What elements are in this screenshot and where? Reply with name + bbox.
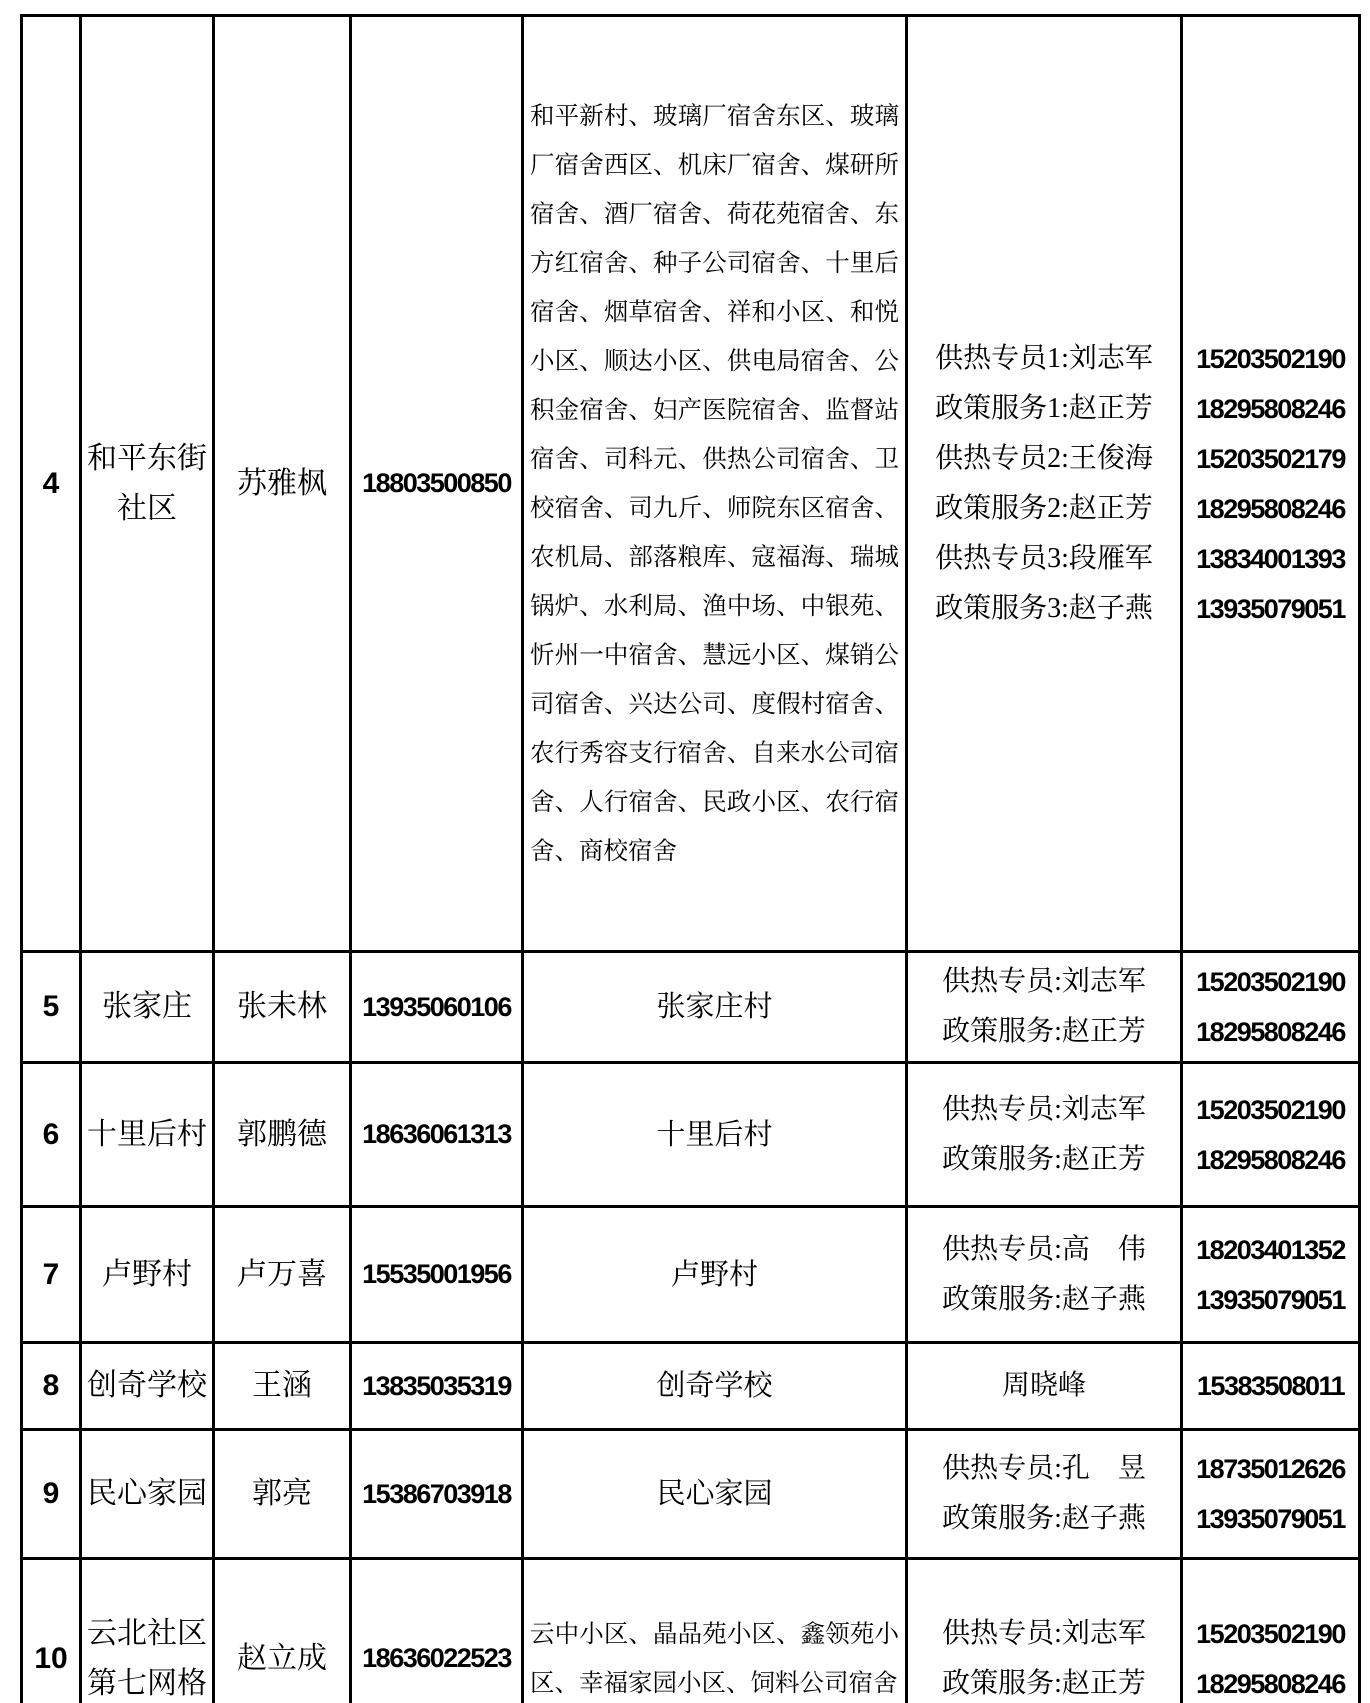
service-staff-cell: [907, 1343, 1182, 1430]
community-name-cell: 和平东街社区: [81, 16, 214, 952]
service-staff-line: 供热专员:刘志军: [942, 1093, 1146, 1125]
service-staff-line: 供热专员1:刘志军: [935, 342, 1153, 374]
contact-phone-cell: 13935060106: [351, 952, 523, 1063]
contact-phone-cell: 15535001956: [351, 1207, 523, 1343]
contact-phone-cell: 18636022523: [351, 1559, 523, 1703]
row-number-cell: 6: [22, 1063, 81, 1207]
service-staff-line: 政策服务:赵正芳: [942, 1667, 1146, 1699]
service-staff-line: 政策服务:赵子燕: [942, 1283, 1146, 1315]
service-staff-line: 供热专员:孔 昱: [942, 1453, 1146, 1484]
contact-person-cell: 王涵: [214, 1343, 351, 1430]
service-phone-line: 13834001393: [1196, 543, 1345, 574]
contact-person-cell: 郭鹏德: [214, 1063, 351, 1207]
service-staff-line: 供热专员:刘志军: [942, 966, 1146, 997]
service-staff-cell: [907, 952, 1182, 1063]
service-phones-cell: [1182, 1343, 1360, 1430]
service-phone-line: 15203502179: [1196, 443, 1345, 474]
contact-person-cell: 卢万喜: [214, 1207, 351, 1343]
service-phone-line: 15203502190: [1196, 1618, 1345, 1649]
service-phones-cell: [1182, 1207, 1360, 1343]
service-phone-line: 18295808246: [1196, 393, 1345, 424]
table-body: [22, 16, 1360, 1703]
row-number-cell: 8: [22, 1343, 81, 1430]
contact-phone-cell: 15386703918: [351, 1430, 523, 1559]
coverage-areas-cell: 民心家园: [523, 1430, 907, 1559]
table-row: [22, 16, 1360, 952]
table-row: [22, 1207, 1360, 1343]
coverage-areas-cell: 张家庄村: [523, 952, 907, 1063]
service-phones-cell: [1182, 16, 1360, 952]
contact-person-cell: 郭亮: [214, 1430, 351, 1559]
row-number-cell: 9: [22, 1430, 81, 1559]
service-phone-line: 15203502190: [1196, 343, 1345, 374]
service-staff-line: 供热专员2:王俊海: [935, 442, 1153, 474]
coverage-areas-cell: 卢野村: [523, 1207, 907, 1343]
service-phone-line: 18735012626: [1196, 1454, 1345, 1484]
service-phone-line: 15203502190: [1196, 967, 1345, 997]
service-phone-line: 18295808246: [1196, 1017, 1345, 1047]
row-number-cell: 7: [22, 1207, 81, 1343]
service-phone-line: 13935079051: [1196, 593, 1345, 624]
service-phone-line: 15203502190: [1196, 1094, 1345, 1125]
heating-contact-table: [20, 14, 1361, 1703]
service-phones-cell: [1182, 1063, 1360, 1207]
service-staff-cell: [907, 16, 1182, 952]
table-row: [22, 1430, 1360, 1559]
service-staff-line: 政策服务:赵子燕: [942, 1503, 1146, 1534]
coverage-areas-cell: 十里后村: [523, 1063, 907, 1207]
table-row: [22, 952, 1360, 1063]
coverage-areas-cell: 云中小区、晶品苑小区、鑫领苑小区、幸福家园小区、饲料公司宿舍: [523, 1559, 907, 1703]
service-phone-line: 18203401352: [1196, 1234, 1345, 1265]
service-phones-cell: [1182, 952, 1360, 1063]
service-staff-line: 政策服务:赵正芳: [942, 1143, 1146, 1175]
service-phone-line: 18295808246: [1196, 493, 1345, 524]
service-phone-line: 18295808246: [1196, 1668, 1345, 1699]
table-row: [22, 1559, 1360, 1703]
coverage-areas-cell: 创奇学校: [523, 1343, 907, 1430]
service-phone-line: 13935079051: [1196, 1284, 1345, 1315]
service-phone-line: 13935079051: [1196, 1504, 1345, 1534]
community-name-cell: 云北社区第七网格: [81, 1559, 214, 1703]
service-staff-line: 周晓峰: [1001, 1370, 1086, 1401]
community-name-cell: 十里后村: [81, 1063, 214, 1207]
contact-phone-cell: 13835035319: [351, 1343, 523, 1430]
row-number-cell: 10: [22, 1559, 81, 1703]
service-staff-line: 政策服务2:赵正芳: [935, 492, 1153, 524]
community-name-cell: 卢野村: [81, 1207, 214, 1343]
row-number-cell: 5: [22, 952, 81, 1063]
service-phone-line: 18295808246: [1196, 1144, 1345, 1175]
service-staff-cell: [907, 1063, 1182, 1207]
service-staff-cell: [907, 1430, 1182, 1559]
contact-phone-cell: 18803500850: [351, 16, 523, 952]
service-phone-line: 15383508011: [1196, 1371, 1345, 1401]
service-staff-line: 政策服务1:赵正芳: [935, 392, 1153, 424]
community-name-cell: 创奇学校: [81, 1343, 214, 1430]
community-name-cell: 民心家园: [81, 1430, 214, 1559]
table-row: [22, 1063, 1360, 1207]
service-staff-line: 政策服务:赵正芳: [942, 1016, 1146, 1047]
table-row: [22, 1343, 1360, 1430]
contact-phone-cell: 18636061313: [351, 1063, 523, 1207]
service-staff-cell: [907, 1559, 1182, 1703]
service-staff-cell: [907, 1207, 1182, 1343]
service-phones-cell: [1182, 1430, 1360, 1559]
contact-person-cell: 赵立成: [214, 1559, 351, 1703]
row-number-cell: 4: [22, 16, 81, 952]
contact-person-cell: 苏雅枫: [214, 16, 351, 952]
community-name-cell: 张家庄: [81, 952, 214, 1063]
contact-person-cell: 张未林: [214, 952, 351, 1063]
service-staff-line: 供热专员3:段雁军: [935, 542, 1153, 574]
coverage-areas-cell: 和平新村、玻璃厂宿舍东区、玻璃厂宿舍西区、机床厂宿舍、煤研所宿舍、酒厂宿舍、荷花苑宿舍、东方红宿舍、种子公司宿舍、十里后宿舍、烟草宿舍、祥和小区、和悦小区、顺达小区、供电局宿舍、公积金宿舍、妇产医院宿舍、监督站宿舍、司科元、供热公司宿舍、卫校宿舍、司九斤、师院东区宿舍、农机局、部落粮库、寇福海、瑞城锅炉、水利局、渔中场、中银苑、忻州一中宿舍、慧远小区、煤销公司宿舍、兴达公司、度假村宿舍、农行秀容支行宿舍、自来水公司宿舍、人行宿舍、民政小区、农行宿舍、商校宿舍: [523, 16, 907, 952]
service-staff-line: 供热专员:高 伟: [942, 1233, 1146, 1265]
service-staff-line: 供热专员:刘志军: [942, 1617, 1146, 1649]
service-staff-line: 政策服务3:赵子燕: [935, 592, 1153, 624]
service-phones-cell: [1182, 1559, 1360, 1703]
